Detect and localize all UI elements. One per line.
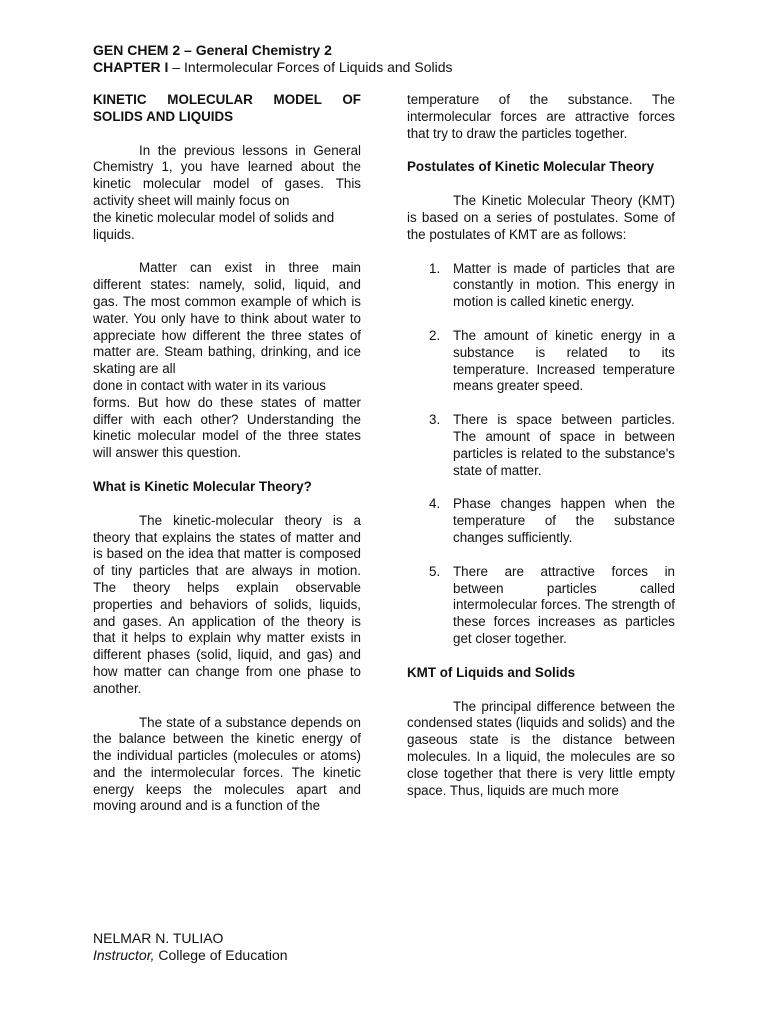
chapter-title: CHAPTER I – Intermolecular Forces of Liquids and Solids: [93, 59, 453, 75]
section-heading-what-is-kmt: What is Kinetic Molecular Theory?: [93, 478, 312, 494]
list-number: 2.: [429, 327, 441, 343]
list-item-text: Phase changes happen when the temperature of the substance changes sufficiently.: [453, 496, 675, 545]
paragraph: The kinetic-molecular theory is a theory that explains the states of matter and is based on the idea that matter is composed of tiny particles that are always in motion. The theory helps explain observable properties and behaviors of solids, liquids, and gases. An application of the theory is that it helps to explain why matter exists in different phases (solid, liquid, and gas) and how matter can change from one phase to another.: [93, 512, 361, 696]
list-item: [407, 328, 675, 395]
paragraph: The Kinetic Molecular Theory (KMT) is based on a series of postulates. Some of the postulates of KMT are as follows:: [407, 193, 675, 242]
list-item-text: The amount of kinetic energy in a substance is related to its temperature. Increased temperature means greater speed.: [453, 327, 675, 394]
section-heading-postulates: Postulates of Kinetic Molecular Theory: [407, 159, 655, 175]
paragraph: In the previous lessons in General Chemistry 1, you have learned about the kinetic molecular model of gases. This activity sheet will mainly focus on: [93, 142, 361, 208]
list-number: 4.: [429, 496, 441, 512]
left-column: [93, 92, 361, 832]
list-item: [407, 412, 675, 479]
list-number: 1.: [429, 260, 441, 276]
list-item: [407, 564, 675, 648]
section-heading-kmt-liquids-solids: KMT of Liquids and Solids: [407, 664, 576, 680]
postulates-list: [407, 261, 675, 648]
paragraph-continued: temperature of the substance. The intermolecular forces are attractive forces that try to draw the particles together.: [407, 92, 675, 141]
course-title: GEN CHEM 2 – General Chemistry 2: [93, 42, 332, 58]
paragraph: The state of a substance depends on the balance between the kinetic energy of the individual particles (molecules or atoms) and the intermolecular forces. The kinetic energy keeps the molecules apart and moving around and is a function of the: [93, 714, 361, 814]
document-header: [93, 42, 453, 76]
list-item-text: There is space between particles. The amount of space in between particles is related to the substance's state of matter.: [453, 412, 675, 478]
paragraph: The principal difference between the condensed states (liquids and solids) and the gaseous state is the distance between molecules. In a liquid, the molecules are so close together that there is very little empty space. Thus, liquids are much more: [407, 698, 675, 798]
paragraph: Matter can exist in three main different states: namely, solid, liquid, and gas. The most common example of which is water. You only have to think about water to appreciate how different the three states of matter are. Steam bathing, drinking, and ice skating are all: [93, 260, 361, 377]
list-item-text: There are attractive forces in between particles called intermolecular forces. The strength of these forces increases as particles get closer together.: [453, 563, 675, 646]
list-number: 5.: [429, 563, 441, 579]
paragraph-continuation: the kinetic molecular model of solids and liquids.: [93, 209, 335, 242]
instructor-name: NELMAR N. TULIAO: [93, 930, 224, 946]
list-item-text: Matter is made of particles that are constantly in motion. This energy in motion is called kinetic energy.: [453, 260, 675, 310]
paragraph-continuation: done in contact with water in its various: [93, 377, 326, 393]
list-item: [407, 261, 675, 311]
right-column: [407, 92, 675, 816]
instructor-role: Instructor, College of Education: [93, 947, 288, 963]
list-number: 3.: [429, 412, 441, 428]
list-item: [407, 496, 675, 546]
paragraph-continuation: forms. But how do these states of matter differ with each other? Understanding the kinetic molecular model of the three states will answer this question.: [93, 394, 361, 461]
section-heading-kinetic-model: KINETIC MOLECULAR MODEL OF SOLIDS AND LIQUIDS: [93, 92, 361, 124]
document-footer: [93, 930, 288, 964]
